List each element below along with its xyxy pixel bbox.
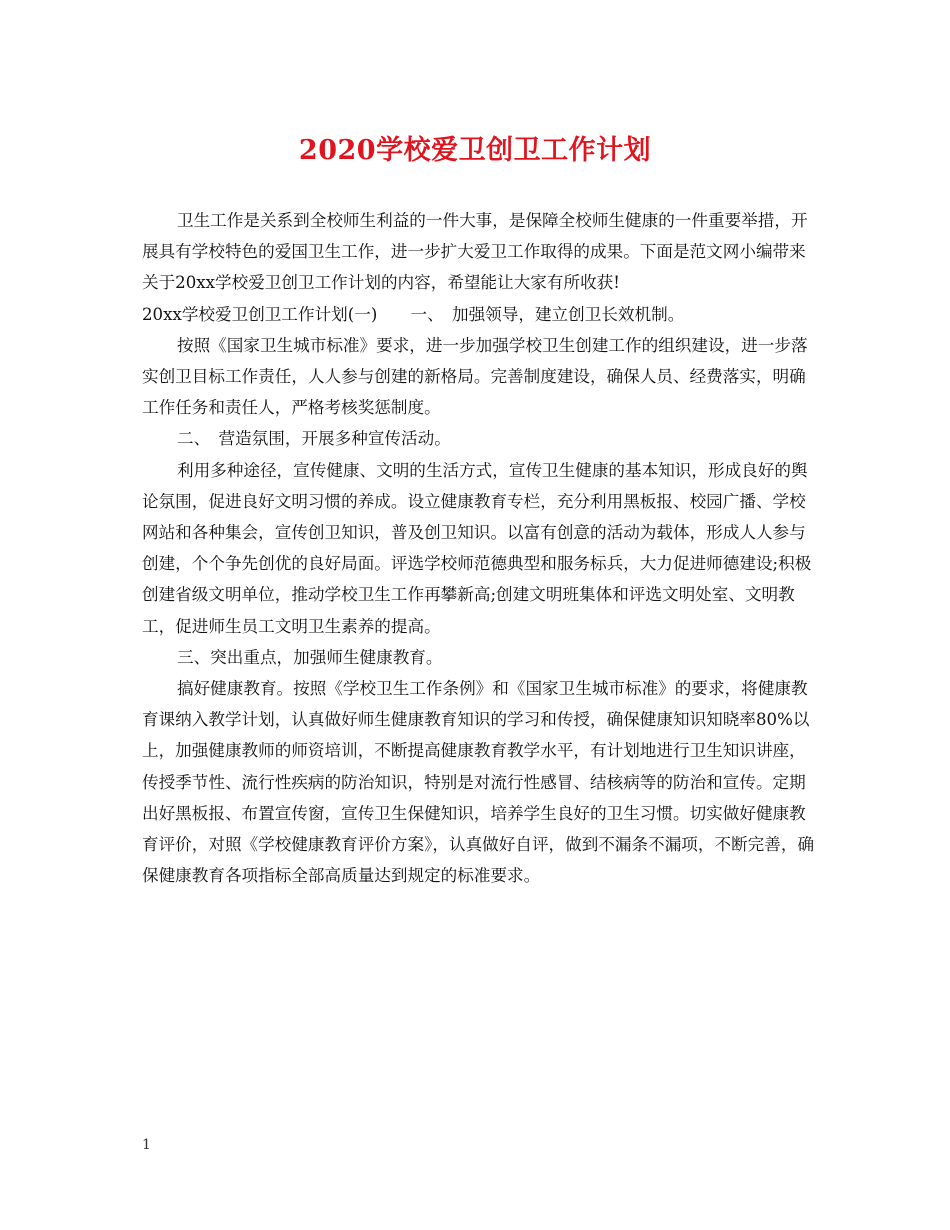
document-title: 2020学校爱卫创卫工作计划 — [298, 135, 652, 166]
paragraph-section-one-heading: 20xx学校爱卫创卫工作计划(一) 一、 加强领导，建立创卫长效机制。 — [142, 304, 685, 324]
page-number: 1 — [142, 1137, 151, 1153]
paragraph-section-two-heading: 二、 营造氛围，开展多种宣传活动。 — [177, 429, 451, 449]
paragraph-section-two-body: 利用多种途径，宣传健康、文明的生活方式，宣传卫生健康的基本知识，形成良好的舆论氛围，促进良好文明习惯的养成。设立健康教育专栏，充分利用黑板报、校园广播、学校网站和各种集会，宣传创卫知识，普及创卫知识。以富有创意的活动为载体，形成人人参与创建，个个争先创优的良好局面。评选学校师范德典型和服务标兵，大力促进师德建设;积极创建省级文明单位，推动学校卫生工作再攀新高;创建文明班集体和评选文明处室、文明教工，促进师生员工文明卫生素养的提高。 — [142, 460, 812, 636]
paragraph-section-three-heading: 三、突出重点，加强师生健康教育。 — [177, 647, 443, 667]
paragraph-intro: 卫生工作是关系到全校师生利益的一件大事，是保障全校师生健康的一件重要举措，开展具有学校特色的爱国卫生工作，进一步扩大爱卫工作取得的成果。下面是范文网小编带来关于20xx学校爱卫创卫工作计划的内容，希望能让大家有所收获! — [142, 211, 808, 293]
paragraph-section-one-body: 按照《国家卫生城市标准》要求，进一步加强学校卫生创建工作的组织建设，进一步落实创卫目标工作责任，人人参与创建的新格局。完善制度建设，确保人员、经费落实，明确工作任务和责任人，严格考核奖惩制度。 — [142, 335, 808, 418]
paragraph-section-three-body: 搞好健康教育。按照《学校卫生工作条例》和《国家卫生城市标准》的要求，将健康教育课纳入教学计划，认真做好师生健康教育知识的学习和传授，确保健康知识知晓率80%以上，加强健康教师的师资培训，不断提高健康教育教学水平，有计划地进行卫生知识讲座，传授季节性、流行性疾病的防治知识，特别是对流行性感冒、结核病等的防治和宣传。定期出好黑板报、布置宣传窗，宣传卫生保健知识，培养学生良好的卫生习惯。切实做好健康教育评价，对照《学校健康教育评价方案》，认真做好自评，做到不漏条不漏项，不断完善，确保健康教育各项指标全部高质量达到规定的标准要求。 — [142, 679, 815, 886]
document-body — [142, 205, 822, 891]
